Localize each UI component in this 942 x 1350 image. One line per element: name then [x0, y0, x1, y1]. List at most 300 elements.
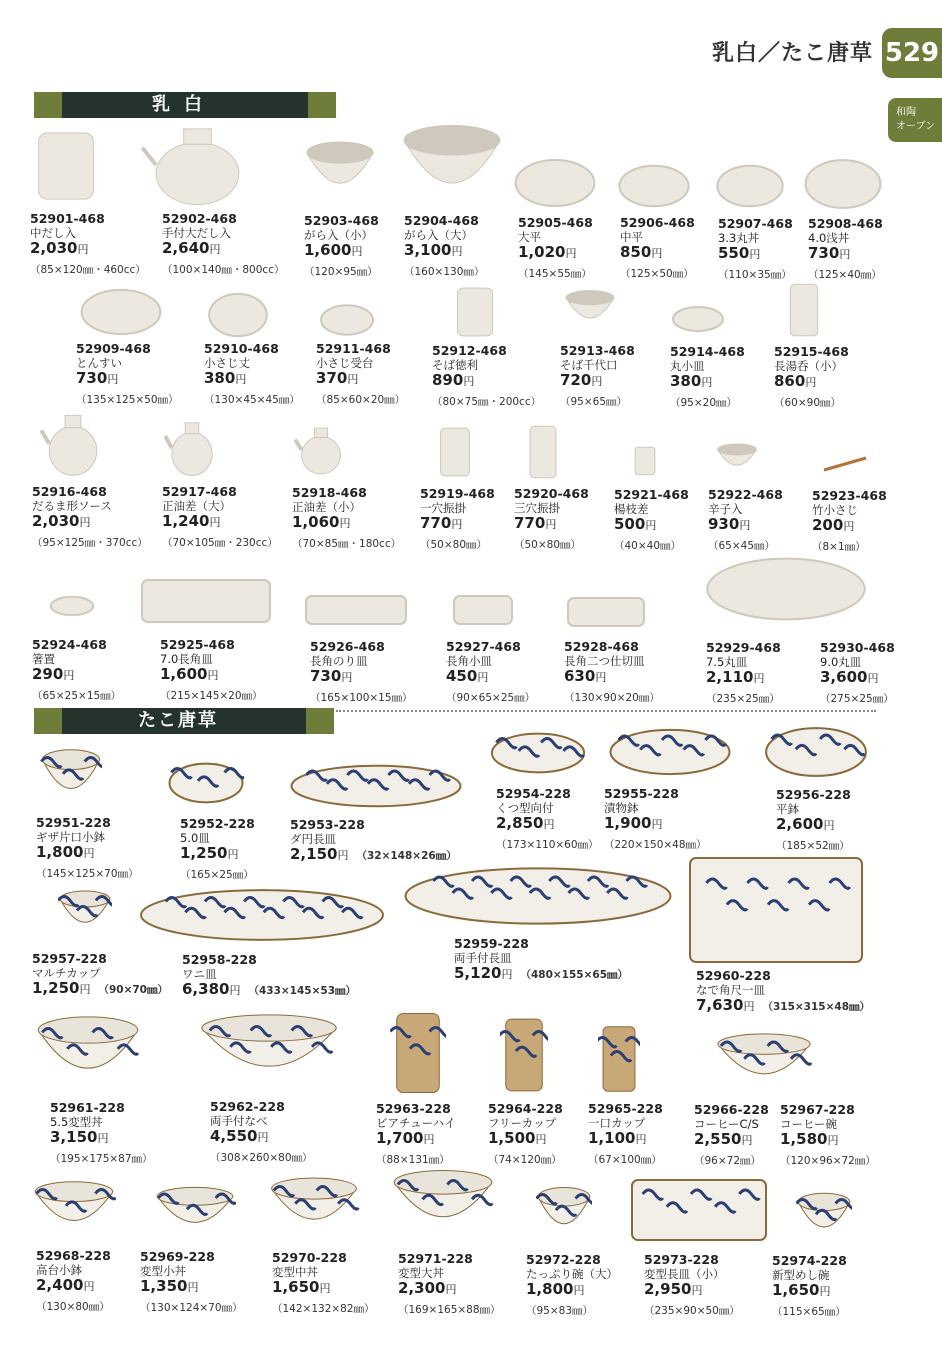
product-item[interactable]: [432, 344, 556, 409]
product-price: 1,100: [588, 1129, 636, 1147]
product-item[interactable]: [560, 344, 684, 409]
product-item[interactable]: [404, 214, 528, 279]
yen-unit: 円: [83, 847, 95, 860]
product-photo-52957-228: [58, 888, 112, 938]
product-size: （215×145×20㎜）: [160, 690, 263, 702]
product-code: 52909-468: [76, 341, 151, 356]
product-price-row: [564, 668, 688, 686]
product-item[interactable]: [376, 1102, 500, 1167]
product-photo-52970-228: [268, 1174, 360, 1240]
page-title: 乳白／たこ唐草: [712, 41, 874, 66]
product-photo-52903-468: [304, 138, 376, 204]
yen-unit: 円: [805, 376, 817, 389]
product-name: 辛子入: [708, 502, 743, 516]
product-name: くつ型向付: [496, 801, 554, 815]
product-item[interactable]: [808, 217, 932, 282]
product-photo-52952-228: [168, 762, 244, 804]
product-price: 1,250: [32, 979, 80, 997]
product-item[interactable]: [182, 952, 356, 999]
product-code: 52952-228: [180, 816, 255, 831]
product-code: 52920-468: [514, 486, 589, 501]
product-code: 52967-228: [780, 1102, 855, 1117]
product-size: （308×260×80㎜）: [210, 1152, 313, 1164]
product-price: 2,600: [776, 815, 824, 833]
product-name: 9.0丸皿: [820, 655, 862, 669]
product-name: 4.0浅丼: [808, 231, 850, 245]
yen-unit: 円: [79, 516, 91, 529]
product-code: 52908-468: [808, 216, 883, 231]
yen-unit: 円: [463, 375, 475, 388]
product-item[interactable]: [772, 1254, 896, 1319]
product-price: 550: [718, 244, 750, 262]
product-photo-52965-228: [598, 1024, 640, 1094]
product-item[interactable]: [76, 342, 200, 407]
product-size: （135×125×50㎜）: [76, 394, 179, 406]
product-photo-52968-228: [32, 1178, 116, 1240]
product-price-row: [772, 1282, 896, 1300]
product-size: （80×75㎜・200cc）: [432, 396, 542, 408]
product-item[interactable]: [316, 342, 440, 407]
product-photo-52914-468: [672, 306, 724, 332]
product-name: 三穴振掛: [514, 501, 560, 515]
product-photo-52974-228: [796, 1190, 852, 1244]
product-price: 2,030: [32, 512, 80, 530]
product-price: 1,250: [180, 844, 228, 862]
product-price: 720: [560, 371, 592, 389]
product-price: 370: [316, 369, 348, 387]
product-photo-52928-468: [566, 596, 646, 628]
product-item[interactable]: [160, 638, 284, 703]
product-size: （65×25×15㎜）: [32, 690, 122, 702]
product-name: たっぷり碗（大）: [526, 1267, 618, 1281]
product-price: 1,600: [160, 665, 208, 683]
product-size: （85×120㎜・460cc）: [30, 264, 146, 276]
product-photo-52919-468: [436, 426, 474, 478]
yen-unit: 円: [635, 1133, 647, 1146]
product-price: 380: [204, 369, 236, 387]
product-price-row: [162, 513, 286, 531]
product-item[interactable]: [496, 787, 620, 852]
product-price: 290: [32, 665, 64, 683]
product-price: 6,380: [182, 980, 230, 998]
product-code: 52906-468: [620, 215, 695, 230]
product-size: （70×105㎜・230cc）: [162, 537, 278, 549]
section-divider: [336, 710, 876, 712]
product-item[interactable]: [780, 1103, 904, 1168]
product-photo-52910-468: [208, 292, 268, 338]
product-code: 52960-228: [696, 968, 771, 983]
product-price-row: [50, 1129, 174, 1147]
yen-unit: 円: [753, 672, 765, 685]
product-name: 5.5変型丼: [50, 1115, 103, 1129]
yen-unit: 円: [827, 1134, 839, 1147]
product-price-row: [76, 370, 200, 388]
product-name: とんすい: [76, 356, 122, 370]
product-photo-52925-468: [140, 578, 272, 624]
product-item[interactable]: [50, 1101, 174, 1166]
yen-unit: 円: [573, 1284, 585, 1297]
product-price: 1,060: [292, 513, 340, 531]
product-name: 小さじ受台: [316, 356, 374, 370]
product-price: 3,600: [820, 668, 868, 686]
product-photo-52904-468: [400, 120, 504, 212]
yen-unit: 円: [651, 247, 663, 260]
yen-unit: 円: [749, 248, 761, 261]
product-size: （95×65㎜）: [560, 396, 628, 408]
product-code: 52922-468: [708, 487, 783, 502]
product-item[interactable]: [604, 787, 728, 852]
product-price: 770: [514, 514, 546, 532]
product-price-row: [820, 669, 942, 687]
product-code: 52963-228: [376, 1101, 451, 1116]
product-price: 2,150: [290, 845, 338, 863]
product-price: 1,240: [162, 512, 210, 530]
yen-unit: 円: [591, 375, 603, 388]
product-item[interactable]: [140, 1250, 264, 1315]
product-photo-52954-228: [490, 732, 586, 774]
product-photo-52922-468: [716, 442, 758, 476]
product-name: 5.0皿: [180, 831, 210, 845]
product-price-row: [776, 816, 900, 834]
product-name: 楊枝差: [614, 502, 649, 516]
product-photo-52961-228: [34, 1012, 142, 1094]
yen-unit: 円: [843, 520, 855, 533]
product-name: だるま形ソース: [32, 499, 112, 513]
product-item[interactable]: [272, 1251, 396, 1316]
product-size: （315×315×48㎜）: [762, 1001, 870, 1013]
product-price-row: [812, 517, 936, 535]
product-name: 変型長皿（小）: [644, 1267, 725, 1281]
product-code: 52911-468: [316, 341, 391, 356]
yen-unit: 円: [107, 373, 119, 386]
product-item[interactable]: [774, 345, 898, 410]
product-name: フリーカップ: [488, 1116, 557, 1130]
yen-unit: 円: [63, 669, 75, 682]
product-code: 52926-468: [310, 639, 385, 654]
product-name: ギザ片口小鉢: [36, 830, 105, 844]
product-price-row: [696, 996, 870, 1015]
product-name: 新型めし碗: [772, 1268, 830, 1282]
product-name: 両手付なべ: [210, 1114, 268, 1128]
product-size: （50×80㎜）: [420, 539, 488, 551]
product-size: （70×85㎜・180cc）: [292, 538, 402, 550]
product-price: 3,150: [50, 1128, 98, 1146]
product-code: 52905-468: [518, 215, 593, 230]
yen-unit: 円: [651, 818, 663, 831]
product-name: 中だし入: [30, 226, 76, 240]
product-name: 小さじ丈: [204, 356, 250, 370]
product-price-row: [32, 666, 156, 684]
product-size: （130×90×20㎜）: [564, 692, 660, 704]
product-price-row: [780, 1131, 904, 1149]
product-item[interactable]: [446, 640, 570, 705]
product-item[interactable]: [32, 951, 168, 998]
product-item[interactable]: [204, 342, 328, 407]
yen-unit: 円: [819, 1285, 831, 1298]
product-size: （235×25㎜）: [706, 693, 780, 705]
product-code: 52923-468: [812, 488, 887, 503]
product-price-row: [398, 1280, 522, 1298]
product-size: （125×40㎜）: [808, 269, 882, 281]
product-name: 7.0長角皿: [160, 652, 213, 666]
product-price: 1,800: [526, 1280, 574, 1298]
product-photo-52908-468: [804, 158, 882, 210]
yen-unit: 円: [701, 376, 713, 389]
product-item[interactable]: [398, 1252, 522, 1317]
product-price-row: [162, 240, 286, 258]
product-name: 箸置: [32, 652, 55, 666]
product-size: （160×130㎜）: [404, 266, 485, 278]
product-name: 7.5丸皿: [706, 655, 748, 669]
yen-unit: 円: [477, 671, 489, 684]
product-code: 52957-228: [32, 951, 107, 966]
product-code: 52913-468: [560, 343, 635, 358]
product-name: 正油差（小）: [292, 500, 361, 514]
product-name: 大平: [518, 230, 541, 244]
product-price: 1,700: [376, 1129, 424, 1147]
product-price-row: [290, 845, 457, 864]
product-item[interactable]: [706, 641, 830, 706]
yen-unit: 円: [97, 1132, 109, 1145]
product-price-row: [774, 373, 898, 391]
yen-unit: 円: [451, 518, 463, 531]
yen-unit: 円: [351, 245, 363, 258]
product-price: 2,950: [644, 1280, 692, 1298]
product-item[interactable]: [310, 640, 434, 705]
category-side-tab[interactable]: [888, 98, 942, 142]
product-price: 380: [670, 372, 702, 390]
product-size: （480×155×65㎜）: [520, 969, 628, 981]
product-photo-52920-468: [526, 424, 560, 480]
product-item[interactable]: [162, 485, 286, 550]
product-price: 730: [808, 244, 840, 262]
product-name: 3.3丸丼: [718, 231, 760, 245]
product-name: がら入（小）: [304, 228, 373, 242]
product-item[interactable]: [32, 638, 156, 703]
product-item[interactable]: [180, 817, 304, 882]
yen-unit: 円: [543, 818, 555, 831]
product-item[interactable]: [36, 816, 160, 881]
product-price-row: [30, 240, 154, 258]
product-size: （145×125×70㎜）: [36, 868, 139, 880]
product-item[interactable]: [454, 936, 628, 983]
product-size: （85×60×20㎜）: [316, 394, 406, 406]
side-tab-line-1: 和陶: [896, 107, 916, 118]
product-name: 正油差（大）: [162, 499, 231, 513]
product-item[interactable]: [32, 485, 156, 550]
product-item[interactable]: [162, 212, 286, 277]
product-item[interactable]: [820, 641, 942, 706]
product-photo-52912-468: [452, 286, 498, 338]
product-name: 変型小丼: [140, 1264, 186, 1278]
yen-unit: 円: [207, 669, 219, 682]
product-size: （185×52㎜）: [776, 840, 850, 852]
product-photo-52953-228: [288, 764, 464, 808]
product-size: （67×100㎜）: [588, 1154, 662, 1166]
product-price: 850: [620, 243, 652, 261]
yen-unit: 円: [319, 1282, 331, 1295]
product-price-row: [32, 979, 168, 998]
product-item[interactable]: [812, 489, 936, 554]
product-code: 52958-228: [182, 952, 257, 967]
product-code: 52912-468: [432, 343, 507, 358]
product-photo-52966-228: [714, 1030, 814, 1094]
product-item[interactable]: [290, 817, 457, 864]
yen-unit: 円: [337, 849, 349, 862]
product-size: （95×125㎜・370cc）: [32, 537, 148, 549]
product-photo-52926-468: [304, 594, 408, 626]
product-size: （130×80㎜）: [36, 1301, 110, 1313]
product-size: （40×40㎜）: [614, 540, 682, 552]
product-size: （195×175×87㎜）: [50, 1153, 153, 1165]
product-photo-52963-228: [390, 1010, 446, 1096]
yen-unit: 円: [839, 248, 851, 261]
product-price: 730: [310, 667, 342, 685]
yen-unit: 円: [339, 517, 351, 530]
product-price-row: [808, 245, 932, 263]
product-size: （8×1㎜）: [812, 541, 866, 553]
product-photo-52956-228: [764, 726, 868, 778]
product-photo-52924-468: [50, 596, 94, 616]
product-name: ビアチューハイ: [376, 1116, 456, 1130]
product-photo-52958-228: [136, 888, 388, 942]
product-price-row: [160, 666, 284, 684]
product-name: 一口カップ: [588, 1116, 646, 1130]
product-price: 630: [564, 667, 596, 685]
product-photo-52964-228: [500, 1016, 548, 1094]
product-price-row: [604, 815, 728, 833]
product-code: 52929-468: [706, 640, 781, 655]
yen-unit: 円: [423, 1133, 435, 1146]
yen-unit: 円: [535, 1133, 547, 1146]
product-name: 変型大丼: [398, 1266, 444, 1280]
product-code: 52969-228: [140, 1249, 215, 1264]
product-name: 手付大だし入: [162, 226, 231, 240]
product-size: （142×132×82㎜）: [272, 1303, 375, 1315]
product-item[interactable]: [526, 1253, 650, 1318]
yen-unit: 円: [445, 1283, 457, 1296]
product-item[interactable]: [696, 968, 870, 1015]
product-price-row: [32, 513, 156, 531]
yen-unit: 円: [743, 1000, 755, 1013]
product-size: （275×25㎜）: [820, 693, 894, 705]
product-name: 両手付長皿: [454, 951, 512, 965]
product-size: （50×80㎜）: [514, 539, 582, 551]
product-size: （169×165×88㎜）: [398, 1304, 501, 1316]
product-price: 1,900: [604, 814, 652, 832]
product-price-row: [706, 669, 830, 687]
product-price-row: [292, 514, 416, 532]
product-size: （165×25㎜）: [180, 869, 254, 881]
product-name: 長角二つ仕切皿: [564, 654, 645, 668]
product-price: 860: [774, 372, 806, 390]
product-item[interactable]: [292, 486, 416, 551]
product-name: コーヒー碗: [780, 1117, 838, 1131]
product-size: （120×95㎜）: [304, 266, 378, 278]
product-code: 52927-468: [446, 639, 521, 654]
product-price: 1,500: [488, 1129, 536, 1147]
product-name: ダ円長皿: [290, 832, 336, 846]
product-size: （145×55㎜）: [518, 268, 592, 280]
product-size: （100×140㎜・800cc）: [162, 264, 285, 276]
product-item[interactable]: [644, 1253, 768, 1318]
product-photo-52907-468: [716, 164, 784, 208]
product-price: 1,020: [518, 243, 566, 261]
product-price: 890: [432, 371, 464, 389]
product-size: （90×65×25㎜）: [446, 692, 536, 704]
product-code: 52903-468: [304, 213, 379, 228]
product-name: 一穴振掛: [420, 501, 466, 515]
product-price-row: [272, 1279, 396, 1297]
product-photo-52973-228: [630, 1178, 768, 1242]
product-price-row: [310, 668, 434, 686]
yen-unit: 円: [229, 984, 241, 997]
product-code: 52928-468: [564, 639, 639, 654]
yen-unit: 円: [341, 671, 353, 684]
product-price-row: [210, 1128, 334, 1146]
section-title-takokarakusa: たこ唐草: [138, 710, 218, 731]
product-price: 730: [76, 369, 108, 387]
product-size: （88×131㎜）: [376, 1154, 450, 1166]
product-name: 丸小皿: [670, 359, 705, 373]
product-photo-52918-468: [294, 424, 348, 476]
product-code: 52930-468: [820, 640, 895, 655]
yen-unit: 円: [227, 848, 239, 861]
product-item[interactable]: [776, 788, 900, 853]
product-size: （95×83㎜）: [526, 1305, 594, 1317]
product-photo-52901-468: [30, 130, 102, 202]
product-photo-52923-468: [822, 456, 868, 472]
product-price-row: [454, 964, 628, 983]
yen-unit: 円: [691, 1284, 703, 1297]
product-item[interactable]: [30, 212, 154, 277]
product-photo-52962-228: [196, 1010, 342, 1092]
product-item[interactable]: [564, 640, 688, 705]
product-code: 52971-228: [398, 1251, 473, 1266]
product-photo-52906-468: [618, 164, 690, 208]
product-code: 52919-468: [420, 486, 495, 501]
product-price-row: [182, 980, 356, 999]
product-item[interactable]: [210, 1100, 334, 1165]
product-name: なで角尺一皿: [696, 983, 765, 997]
product-code: 52973-228: [644, 1252, 719, 1267]
product-photo-52969-228: [154, 1184, 236, 1240]
product-price-row: [180, 845, 304, 863]
product-price-row: [526, 1281, 650, 1299]
product-photo-52913-468: [564, 288, 616, 332]
product-photo-52911-468: [320, 304, 374, 336]
product-code: 52961-228: [50, 1100, 125, 1115]
product-code: 52951-228: [36, 815, 111, 830]
yen-unit: 円: [235, 373, 247, 386]
product-price-row: [404, 242, 528, 260]
product-code: 52972-228: [526, 1252, 601, 1267]
product-size: （96×72㎜）: [694, 1155, 762, 1167]
product-size: （74×120㎜）: [488, 1154, 562, 1166]
product-name: そば千代口: [560, 358, 618, 372]
product-size: （165×100×15㎜）: [310, 692, 413, 704]
product-size: （173×110×60㎜）: [496, 839, 599, 851]
yen-unit: 円: [645, 519, 657, 532]
yen-unit: 円: [565, 247, 577, 260]
product-code: 52902-468: [162, 211, 237, 226]
product-code: 52974-228: [772, 1253, 847, 1268]
product-price: 770: [420, 514, 452, 532]
product-size: （90×70㎜）: [98, 984, 168, 996]
product-name: 中平: [620, 230, 643, 244]
product-size: （130×124×70㎜）: [140, 1302, 243, 1314]
yen-unit: 円: [83, 1280, 95, 1293]
